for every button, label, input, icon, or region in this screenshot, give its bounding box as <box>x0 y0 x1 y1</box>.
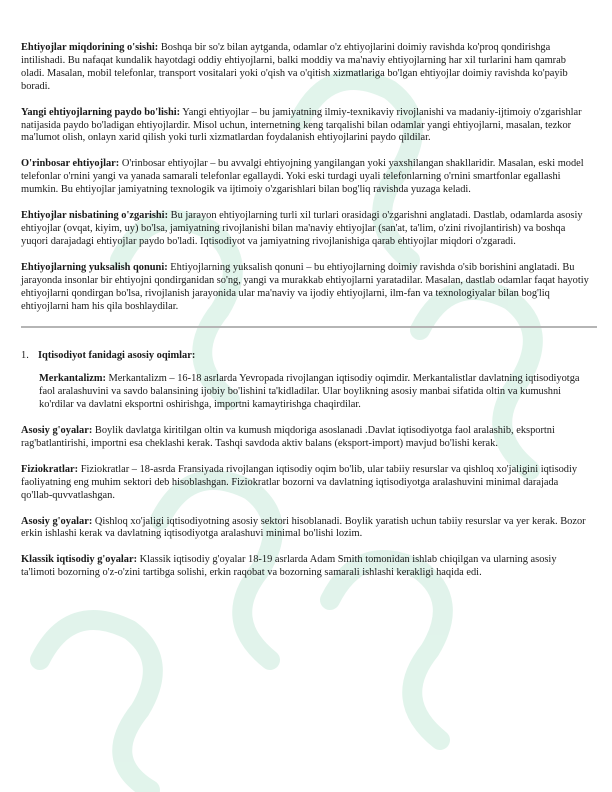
paragraph-text: Boylik davlatga kiritilgan oltin va kumush miqdoriga asoslanadi .Davlat iqtisodiyotga faol aralashib, eksportni rag'batlantirishi, importni esa cheklashi kerak. Tashqi savdoda aktiv balans (eksport-import) mavjud bo'lishi kerak. <box>21 425 555 449</box>
paragraph-text: Yangi ehtiyojlar – bu jamiyatning ilmiy-texnikaviy rivojlanishi va madaniy-ijtimoiy o'zgarishlar natijasida paydo bo'ladigan ehtiyojlardir. Misol uchun, internetning keng tarqalishi bilan odamlar yangi ehtiyojlarni, masalan, tezkor ma'lumot olish, onlayn xarid qilish yoki turli xizmatlardan foydalanish ehtiyojlarini paydo qildilar. <box>21 106 582 144</box>
paragraph <box>21 158 591 197</box>
paragraph-term: Asosiy g'oyalar: <box>21 515 93 527</box>
paragraph-text: Fiziokratlar – 18-asrda Fransiyada rivojlangan iqtisodiy oqim bo'lib, ular tabiiy resurslar va qishloq xo'jaligini iqtisodiy faoliyatning eng muhim sektori deb hisoblashgan. Fiziokratlar bozorni va davlatning iqtisodiyotga aralashuvini minimal darajada qo'llab-quvvatlashgan. <box>21 463 578 501</box>
paragraph-term: O'rinbosar ehtiyojlar: <box>21 158 120 170</box>
paragraph <box>21 425 591 451</box>
paragraph-term: Asosiy g'oyalar: <box>21 425 93 437</box>
paragraph-text: O'rinbosar ehtiyojlar – bu avvalgi ehtiyojning yangilangan yoki yaxshilangan shakllaridir. Masalan, eski model telefonlar o'rnini yangi va yanada samarali telefonlar egallaydi. Yoki eski turdagi uyali telefonlarning o'rnini smartfonlar egallashi mumkin. Bu ehtiyojlar jamiyatning texnologik va ijtimoiy o'zgarishlari bilan bog'liq ravishda yuzaga keladi. <box>21 158 584 196</box>
paragraph <box>21 262 591 314</box>
paragraph <box>21 516 591 542</box>
paragraph <box>21 42 591 94</box>
paragraph-text: Merkantalizm – 16-18 asrlarda Yevropada rivojlangan iqtisodiy oqimdir. Merkantalistlar davlatning iqtisodiyotga faol aralashuvini va savdo balansining ijobiy bo'lishini ta'kidladilar. Ular boylikning asosiy manbai sifatida oltin va kumushni ko'rdilar va davlatni eksportni oshirishga, importni kamaytirishga chaqirdilar. <box>39 373 580 411</box>
paragraph-term: Ehtiyojlar miqdorining o'sishi: <box>21 42 159 53</box>
paragraph-text: Boshqa bir so'z bilan aytganda, odamlar o'z ehtiyojlarini doimiy ravishda ko'proq qondirishga intilishadi. Bu nafaqat kundalik hayotdagi oddiy ehtiyojlarni, balki moddiy va ma'naviy ehtiyojlarning har xil turlarini ham qamrab oladi. Masalan, mobil telefonlar, transport vositalari yoki o'qish va o'qitish xizmatlariga bo'lgan ehtiyojlar doimiy ravishda ko'payib boradi. <box>21 42 568 92</box>
paragraph-text: Klassik iqtisodiy g'oyalar 18-19 asrlarda Adam Smith tomonidan ishlab chiqilgan va ularning asosiy ta'limoti bozorning o'z-o'zini tartibga solishi, erkin raqobat va bozorning samarali ishlashi kerakligi haqida edi. <box>21 554 557 579</box>
paragraph <box>21 107 591 146</box>
paragraph <box>21 464 591 503</box>
section-title: Iqtisodiyot fanidagi asosiy oqimlar: <box>38 350 196 362</box>
section-heading <box>21 350 591 363</box>
paragraph <box>21 210 591 249</box>
section-number: 1. <box>21 350 29 362</box>
paragraph-text: Qishloq xo'jaligi iqtisodiyotning asosiy sektori hisoblanadi. Boylik yaratish uchun tabiiy resurslar va yer kerak. Bozor erkin ishlashi kerak va davlatning iqtisodiyotga aralashuvi minimal bo'lishi lozim. <box>21 515 586 540</box>
paragraph <box>21 554 591 580</box>
paragraph-text: Bu jarayon ehtiyojlarning turli xil turlari orasidagi o'zgarishni anglatadi. Dastlab, odamlarda asosiy ehtiyojlar (ovqat, kiyim, uy) bo'lsa, jamiyatning rivojlanishi bilan ma'naviy ehtiyojlar (san'at, ta'lim, o'zini rivojlantirish) va boshqa yuqori darajadagi ehtiyojlar paydo bo'ladi. Iqtisodiyot va jamiyatning rivojlanishiga qarab ehtiyojlar miqdori o'zgaradi. <box>21 210 583 247</box>
document-body <box>21 42 591 593</box>
paragraph-term: Merkantalizm: <box>39 373 106 385</box>
paragraph-term: Klassik iqtisodiy g'oyalar: <box>21 554 138 566</box>
section-divider <box>21 326 597 328</box>
top-paragraphs <box>21 42 591 313</box>
paragraph-term: Ehtiyojlarning yuksalish qonuni: <box>21 261 168 273</box>
paragraph-text: Ehtiyojlarning yuksalish qonuni – bu ehtiyojlarning doimiy ravishda o'sib borishini anglatadi. Bu jarayonda insonlar bir ehtiyojni qondirganidan so'ng, yangi va murakkab ehtiyojlarni yaratadilar. Masalan, dastlab odamlar faqat hayotiy ehtiyojlarni qondirgan bo'lsa, rivojlanish jarayonida ular ma'naviy va ijodiy ehtiyojlarni, ilm-fan va texnologiyalar bilan bog'liq ehtiyojlarni ham his qila boshlaydilar. <box>21 261 589 312</box>
paragraph-term: Ehtiyojlar nisbatining o'zgarishi: <box>21 210 169 222</box>
paragraph-term: Yangi ehtiyojlarning paydo bo'lishi: <box>21 106 181 118</box>
paragraph-merkantilizm <box>39 373 591 412</box>
paragraph-term: Fiziokratlar: <box>21 463 79 475</box>
